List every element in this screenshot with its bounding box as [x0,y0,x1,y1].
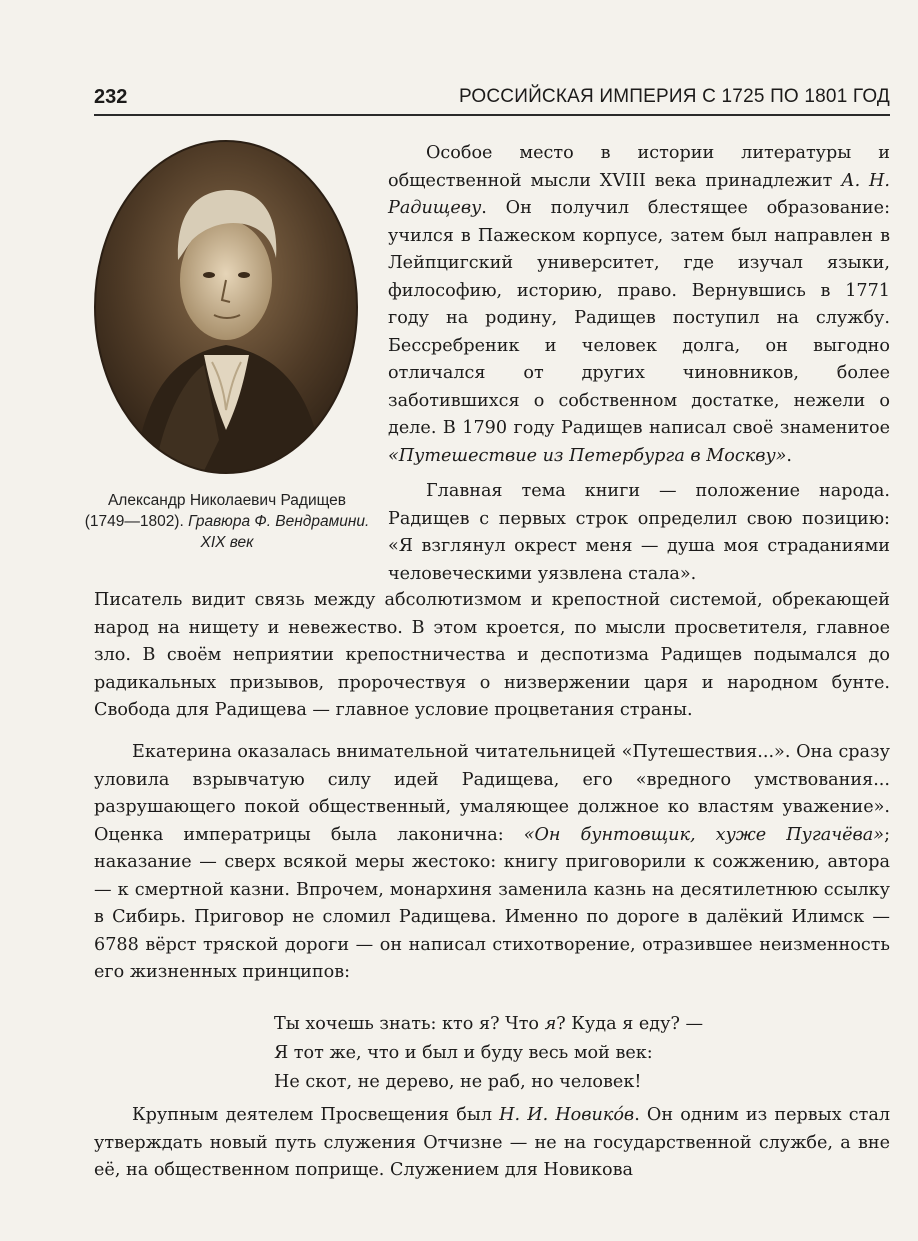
para3-text-1: Екатерина оказалась внимательной читательницей «Путешествия...». Она сразу уловила взрывчатую силу идей Радищева, его «вредного умствования... разрушающего покой общественный, умаляющее должное ко властям уважение». Оценка императрицы была лаконична: [94,742,890,845]
poem-line-1b: я [544,1014,557,1034]
portrait-engraving [94,140,359,475]
para1-text-2: . Он получил блестящее образование: учился в Пажеском корпусе, затем был направлен в Лейпцигский университет, где изучал языки, философию, историю, право. Вернувшись в 1771 году на родину, Радищев поступил на службу. Бессребреник и человек долга, он выгодно отличался от других чиновников, более заботившихся о собственном достатке, нежели о деле. В 1790 году Радищев написал своё знаменитое [388,198,890,438]
para3-text-2: ; наказание — сверх всякой меры жестоко: книгу приговорили к сожжению, автора — к смертной казни. Впрочем, монархиня заменила казнь на десятилетнюю ссылку в Сибирь. Приговор не сломил Радищева. Именно по дороге в далёкий Илимск — 6788 вёрст тряской дороги — он написал стихотворение, отразившее неизменность его жизненных принципов: [94,824,890,982]
caption-name: Александр Николаевич Радищев [107,492,347,509]
para1-text-1: Особое место в истории литературы и общественной мысли XVIII века принадлежит [388,143,890,191]
para4-text-1: Крупным деятелем Просвещения был [132,1105,500,1125]
para1-text-3: . [786,445,793,466]
poem-line-1 [274,1010,703,1039]
para4-text-2: . Он одним из первых стал утверждать новый путь служения Отчизне — не на государственной службе, а вне её, на общественном поприще. Служением для Новикова [94,1105,891,1180]
paragraph-main-theme-full [94,587,890,725]
poem-line-3: Не скот, не дерево, не раб, но человек! [274,1072,642,1092]
para4-name: Н. И. Новико́в [499,1105,635,1125]
page-number: 232 [94,86,128,108]
caption-source: Гравюра Ф. Вендрамини. XIX век [188,513,370,551]
poem-line-1a: Ты хочешь знать: кто я? Что [274,1014,545,1034]
para2-full-text: Писатель видит связь между абсолютизмом и крепостной системой, обрекающей народ на нищету и невежество. В этом кроется, по мысли просветителя, главное зло. В своём неприятии крепостничества и деспотизма Радищев подымался до радикальных призывов, пророчествуя о низвержении царя и народном бунте. Свобода для Радищева — главное условие процветания страны. [94,590,890,720]
para3-quote: «Он бунтовщик, хуже Пугачёва» [523,824,885,845]
poem [274,1010,703,1097]
paragraph-radishchev-intro [388,140,890,470]
poem-line-2: Я тот же, что и был и буду весь мой век: [274,1043,653,1063]
para2-column-text: Главная тема книги — положение народа. Радищев с первых строк определил свою позицию: «Я взглянул окрест меня — душа моя страданиями человеческими уязвлена стала». [388,481,890,584]
paragraph-catherine [94,739,890,987]
figure-caption [82,490,372,553]
poem-line-1c: ? Куда я еду? — [556,1014,704,1034]
running-title: РОССИЙСКАЯ ИМПЕРИЯ С 1725 ПО 1801 ГОД [458,86,890,107]
paragraph-novikov [94,1102,890,1185]
caption-dates: (1749—1802). [84,513,189,530]
para1-book-title: «Путешествие из Петербурга в Москву» [388,445,787,466]
paragraph-main-theme-column [388,478,890,588]
para1-name: А. Н. Радищеву [388,170,890,218]
page-header [94,84,890,116]
